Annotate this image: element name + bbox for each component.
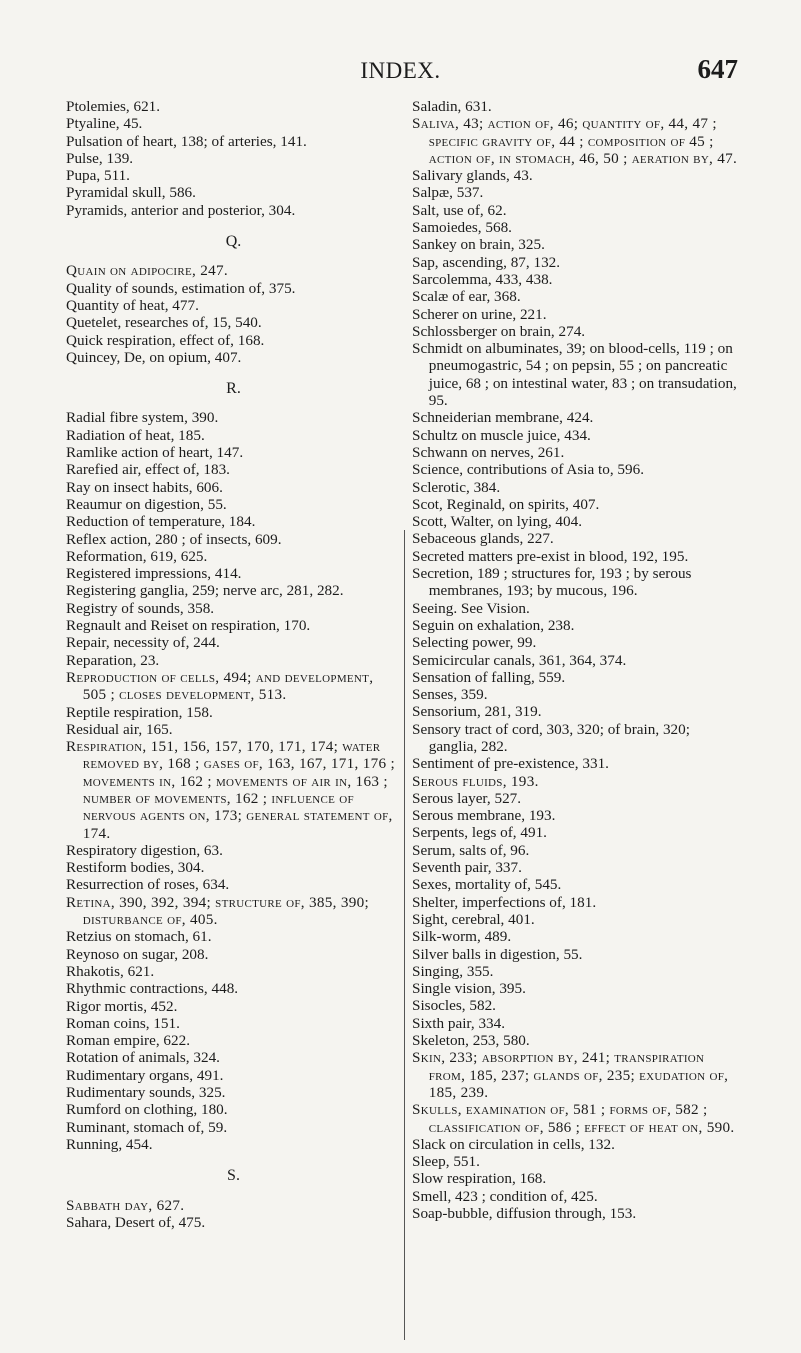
index-entry: Reparation, 23. xyxy=(66,651,160,669)
index-entry: Sexes, mortality of, 545. xyxy=(412,876,562,894)
index-entry: Schneiderian membrane, 424. xyxy=(412,409,594,427)
index-entry: Reaumur on digestion, 55. xyxy=(66,495,227,513)
index-entry: Single vision, 395. xyxy=(412,980,526,998)
index-entry: Sleep, 551. xyxy=(412,1153,480,1171)
index-entry: Serous fluids, 193. xyxy=(412,772,539,790)
index-entry: Registry of sounds, 358. xyxy=(66,599,215,617)
index-entry: Silk-worm, 489. xyxy=(412,928,512,946)
index-entry: Reflex action, 280 ; of insects, 609. xyxy=(66,530,282,548)
index-entry: Schmidt on albuminates, 39; on blood-cells, 119 ; on pneumogastric, 54 ; on pepsin, 55 ; on pancreatic juice, 68 ; on intestinal water, 83 ; on transudation, 95. xyxy=(412,340,737,410)
index-entry: Salivary glands, 43. xyxy=(412,167,533,185)
index-entry: Schwann on nerves, 261. xyxy=(412,443,565,461)
column-divider xyxy=(404,530,405,1340)
index-entry: Serous membrane, 193. xyxy=(412,807,556,825)
index-entry: Skin, 233; absorption by, 241; transpiration from, 185, 237; glands of, 235; exudation of, 185, 239. xyxy=(412,1049,729,1101)
index-entry: Schlossberger on brain, 274. xyxy=(412,322,586,340)
index-entry: Scot, Reginald, on spirits, 407. xyxy=(412,495,600,513)
index-entry: Quain on adipocire, 247. xyxy=(66,262,228,280)
index-entry: Ray on insect habits, 606. xyxy=(66,478,223,496)
index-entry: Sensorium, 281, 319. xyxy=(412,703,542,721)
index-entry: Sclerotic, 384. xyxy=(412,478,501,496)
index-entry: Skeleton, 253, 580. xyxy=(412,1032,530,1050)
index-entry: Restiform bodies, 304. xyxy=(66,859,205,877)
index-entry: Senses, 359. xyxy=(412,686,488,704)
running-title: INDEX. xyxy=(360,58,441,83)
index-entry: Saladin, 631. xyxy=(412,98,492,115)
index-entry: Seeing. See Vision. xyxy=(412,599,530,617)
index-entry: Radiation of heat, 185. xyxy=(66,426,205,444)
index-entry: Pyramids, anterior and posterior, 304. xyxy=(66,201,296,219)
index-entry: Secreted matters pre-exist in blood, 192, 195. xyxy=(412,547,689,565)
index-entry: Smell, 423 ; condition of, 425. xyxy=(412,1187,598,1205)
index-entry: Sabbath day, 627. xyxy=(66,1196,185,1214)
index-entry: Serpents, legs of, 491. xyxy=(412,824,547,842)
index-entry: Pyramidal skull, 586. xyxy=(66,184,196,202)
index-entry: Pulse, 139. xyxy=(66,149,134,167)
index-entry: Rudimentary sounds, 325. xyxy=(66,1084,226,1102)
index-column-left xyxy=(66,98,401,1231)
index-entry: Registering ganglia, 259; nerve arc, 281, 282. xyxy=(66,582,344,600)
section-letter: S. xyxy=(227,1167,240,1185)
index-entry: Retzius on stomach, 61. xyxy=(66,928,212,946)
index-entry: Sebaceous glands, 227. xyxy=(412,530,554,548)
index-entry: Rarefied air, effect of, 183. xyxy=(66,461,230,479)
index-entry: Serum, salts of, 96. xyxy=(412,841,530,859)
index-entry: Sankey on brain, 325. xyxy=(412,236,545,254)
index-entry: Roman empire, 622. xyxy=(66,1032,191,1050)
index-entry: Slack on circulation in cells, 132. xyxy=(412,1135,615,1153)
index-entry: Salt, use of, 62. xyxy=(412,201,507,219)
section-letter: R. xyxy=(226,380,241,398)
index-entry: Ramlike action of heart, 147. xyxy=(66,444,244,462)
index-entry: Sahara, Desert of, 475. xyxy=(66,1213,206,1231)
page-header xyxy=(0,50,801,90)
index-entry: Selecting power, 99. xyxy=(412,634,537,652)
index-entry: Pupa, 511. xyxy=(66,167,130,185)
index-entry: Rumford on clothing, 180. xyxy=(66,1101,228,1119)
index-entry: Sixth pair, 334. xyxy=(412,1014,506,1032)
index-entry: Secretion, 189 ; structures for, 193 ; by serous membranes, 193; by mucous, 196. xyxy=(412,565,692,600)
index-entry: Reptile respiration, 158. xyxy=(66,703,213,721)
index-entry: Roman coins, 151. xyxy=(66,1014,180,1032)
index-entry: Seguin on exhalation, 238. xyxy=(412,616,575,634)
index-entry: Shelter, imperfections of, 181. xyxy=(412,893,597,911)
index-entry: Pulsation of heart, 138; of arteries, 141. xyxy=(66,132,307,150)
index-entry: Sentiment of pre-existence, 331. xyxy=(412,755,609,773)
index-entry: Sisocles, 582. xyxy=(412,997,496,1015)
index-entry: Slow respiration, 168. xyxy=(412,1170,547,1188)
index-entry: Scott, Walter, on lying, 404. xyxy=(412,513,582,531)
index-entry: Soap-bubble, diffusion through, 153. xyxy=(412,1205,637,1222)
index-entry: Resurrection of roses, 634. xyxy=(66,876,230,894)
index-entry: Repair, necessity of, 244. xyxy=(66,634,220,652)
index-entry: Ruminant, stomach of, 59. xyxy=(66,1118,228,1136)
index-entry: Rhythmic contractions, 448. xyxy=(66,980,239,998)
index-entry: Ptyaline, 45. xyxy=(66,115,143,133)
index-entry: Serous layer, 527. xyxy=(412,789,522,807)
index-entry: Rotation of animals, 324. xyxy=(66,1049,220,1067)
index-entry: Seventh pair, 337. xyxy=(412,859,522,877)
index-entry: Sap, ascending, 87, 132. xyxy=(412,253,561,271)
index-entry: Scalæ of ear, 368. xyxy=(412,288,521,306)
index-entry: Scherer on urine, 221. xyxy=(412,305,547,323)
index-entry: Sensation of falling, 559. xyxy=(412,668,566,686)
index-entry: Rudimentary organs, 491. xyxy=(66,1066,224,1084)
index-entry: Sensory tract of cord, 303, 320; of brain, 320; ganglia, 282. xyxy=(412,720,690,755)
index-entry: Schultz on muscle juice, 434. xyxy=(412,426,591,444)
index-entry: Registered impressions, 414. xyxy=(66,565,242,583)
index-entry: Rigor mortis, 452. xyxy=(66,997,178,1015)
index-entry: Running, 454. xyxy=(66,1135,153,1153)
index-entry: Saliva, 43; action of, 46; quantity of, 44, 47 ; specific gravity of, 44 ; composition of 45 ; action of, in stomach, 46, 50 ; aeration by, 47. xyxy=(412,115,738,167)
index-entry: Quetelet, researches of, 15, 540. xyxy=(66,314,262,332)
index-entry: Rhakotis, 621. xyxy=(66,962,155,980)
index-entry: Ptolemies, 621. xyxy=(66,98,161,115)
index-entry: Radial fibre system, 390. xyxy=(66,409,219,427)
index-entry: Skulls, examination of, 581 ; forms of, 582 ; classification of, 586 ; effect of heat on, 590. xyxy=(412,1101,735,1136)
index-entry: Singing, 355. xyxy=(412,962,494,980)
index-entry: Reformation, 619, 625. xyxy=(66,547,208,565)
index-entry: Respiration, 151, 156, 157, 170, 171, 174; water removed by, 168 ; gases of, 163, 167, 171, 176 ; movements in, 162 ; movements of air in, 163 ; number of movements, 162 ; influence of nervous agents on, 173; general statement of, 174. xyxy=(66,738,395,842)
index-entry: Silver balls in digestion, 55. xyxy=(412,945,583,963)
index-entry: Salpæ, 537. xyxy=(412,184,484,202)
index-entry: Samoiedes, 568. xyxy=(412,219,512,237)
index-entry: Science, contributions of Asia to, 596. xyxy=(412,461,644,479)
index-entry: Reduction of temperature, 184. xyxy=(66,513,256,531)
index-entry: Semicircular canals, 361, 364, 374. xyxy=(412,651,627,669)
index-entry: Quantity of heat, 477. xyxy=(66,296,199,314)
index-entry: Quick respiration, effect of, 168. xyxy=(66,331,265,349)
index-column-right xyxy=(412,98,742,1222)
index-entry: Quality of sounds, estimation of, 375. xyxy=(66,279,296,297)
index-entry: Reynoso on sugar, 208. xyxy=(66,945,209,963)
index-entry: Regnault and Reiset on respiration, 170. xyxy=(66,617,311,635)
index-entry: Sight, cerebral, 401. xyxy=(412,910,535,928)
index-entry: Residual air, 165. xyxy=(66,720,173,738)
index-entry: Reproduction of cells, 494; and development, 505 ; closes development, 513. xyxy=(66,668,374,704)
index-entry: Quincey, De, on opium, 407. xyxy=(66,348,242,366)
index-entry: Sarcolemma, 433, 438. xyxy=(412,270,553,288)
index-entry: Retina, 390, 392, 394; structure of, 385, 390; disturbance of, 405. xyxy=(66,893,370,929)
index-entry: Respiratory digestion, 63. xyxy=(66,841,223,859)
page-number: 647 xyxy=(697,54,738,84)
section-letter: Q. xyxy=(225,233,242,251)
